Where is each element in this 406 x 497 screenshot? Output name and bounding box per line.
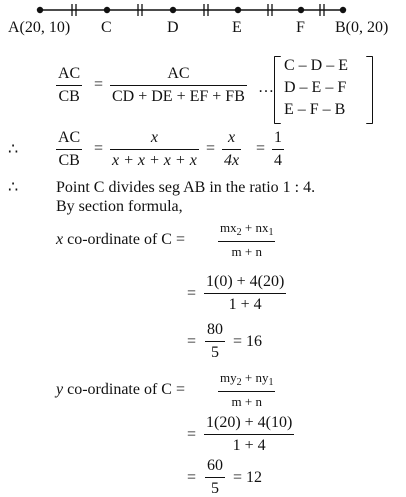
x-result: = 16 — [233, 333, 263, 350]
y-var: y — [56, 381, 64, 398]
step1-rhs-den: CD + DE + EF + FB — [112, 88, 245, 105]
x-label-rest: co-ordinate of C = — [63, 231, 185, 248]
step2-eq3: = — [256, 140, 266, 157]
y-sub-num: 1(20) + 4(10) — [206, 414, 293, 431]
label-d: D — [167, 19, 179, 36]
point-d — [170, 7, 176, 13]
step2-frac2 — [222, 130, 241, 169]
step1-rhs-num: AC — [167, 65, 190, 82]
x-sub-den: 1 + 4 — [228, 296, 262, 313]
step1-lhs — [56, 66, 82, 105]
step2-frac1-den: x + x + x + x — [112, 152, 197, 169]
x-formula-num: $mx_2 + nx_1$ — [220, 220, 274, 238]
x-formula — [218, 221, 275, 258]
x-eq1: = — [187, 285, 197, 302]
y-substitution — [204, 415, 294, 454]
step2-lhs-num: AC — [58, 129, 81, 146]
matrix-row-1: C – D – E — [284, 57, 348, 74]
y-formula — [218, 371, 275, 408]
step2-frac2-num: x — [228, 129, 236, 146]
x-res-den: 5 — [211, 344, 219, 361]
matrix-bracket-left — [274, 56, 281, 124]
y-eq1: = — [187, 426, 197, 443]
point-a — [37, 7, 43, 13]
matrix-row-3: E – F – B — [284, 101, 346, 118]
point-e — [235, 7, 241, 13]
step2-lhs — [56, 130, 82, 169]
step1-lhs-num: AC — [58, 65, 81, 82]
step1-eq: = — [94, 76, 104, 93]
y-formula-den: m + n — [231, 394, 262, 409]
step2-frac2-den: 4x — [224, 152, 240, 169]
label-e: E — [232, 19, 242, 36]
step2-frac3 — [272, 130, 284, 169]
step2-eq1: = — [94, 140, 104, 157]
y-result-frac — [205, 458, 225, 497]
therefore-1: ∴ — [8, 141, 19, 158]
x-res-num: 80 — [207, 321, 223, 338]
x-substitution — [204, 274, 286, 313]
point-f — [298, 7, 304, 13]
y-coord-label — [56, 382, 185, 398]
step2-frac1 — [110, 130, 199, 169]
y-label-rest: co-ordinate of C = — [63, 381, 185, 398]
step2-frac3-den: 4 — [274, 152, 282, 169]
y-formula-num: $my_2 + ny_1$ — [220, 370, 274, 388]
label-f: F — [296, 19, 305, 36]
section-formula-intro: By section formula, — [56, 198, 183, 215]
point-b — [340, 7, 346, 13]
x-var: x — [56, 231, 64, 248]
point-c — [104, 7, 110, 13]
matrix-row-2: D – E – F — [284, 79, 347, 96]
y-sub-den: 1 + 4 — [232, 437, 266, 454]
x-formula-den: m + n — [231, 244, 262, 259]
x-sub-num: 1(0) + 4(20) — [206, 273, 285, 290]
step1-lhs-den: CB — [58, 88, 80, 105]
step1-dots: … — [258, 79, 274, 96]
y-res-den: 5 — [211, 480, 219, 497]
label-a: A(20, 10) — [8, 19, 71, 36]
y-eq2: = — [187, 469, 197, 486]
x-result-frac — [205, 322, 225, 361]
step2-lhs-den: CB — [58, 152, 80, 169]
therefore-2: ∴ — [8, 179, 19, 196]
label-b: B(0, 20) — [335, 19, 389, 36]
y-res-num: 60 — [207, 457, 223, 474]
x-eq2: = — [187, 333, 197, 350]
matrix-bracket-right — [366, 56, 373, 124]
y-result: = 12 — [233, 469, 263, 486]
step2-frac1-num: x — [150, 129, 158, 146]
label-c: C — [101, 19, 112, 36]
step1-rhs — [110, 66, 247, 105]
step2-frac3-num: 1 — [274, 129, 282, 146]
ratio-statement: Point C divides seg AB in the ratio 1 : 4. — [56, 179, 316, 196]
x-coord-label — [56, 232, 185, 248]
step2-eq2: = — [206, 140, 216, 157]
